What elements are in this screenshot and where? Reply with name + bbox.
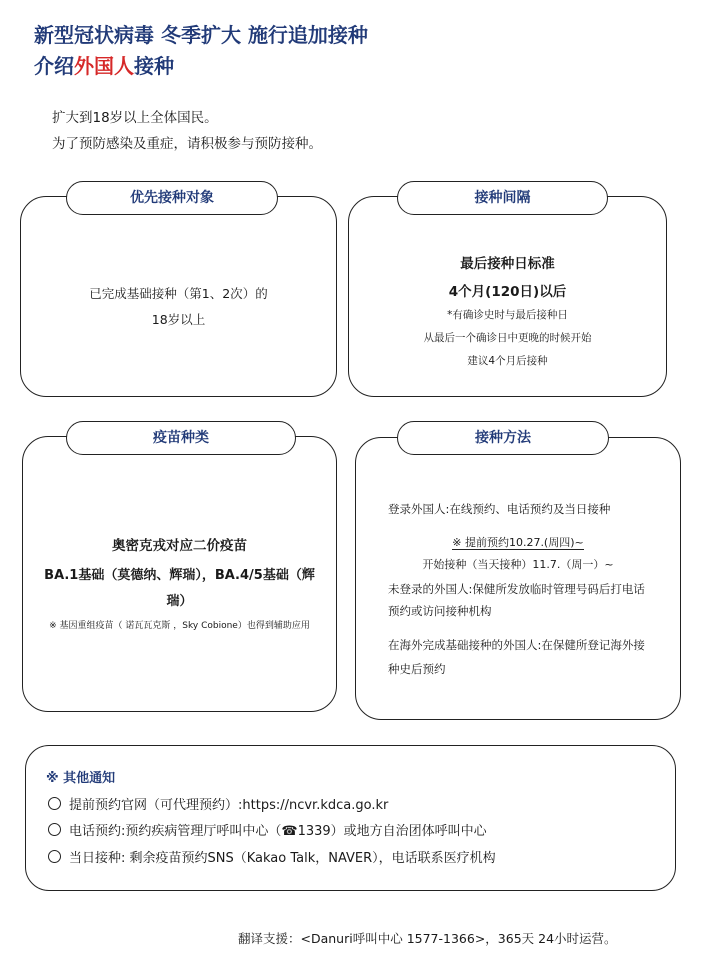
page-title: 新型冠状病毒 冬季扩大 施行追加接种 [34,23,368,47]
interval-line-2: 4个月(120日)以后 [448,284,567,300]
vaccine-line-1: 奥密克戎对应二价疫苗 [112,538,247,554]
interval-note-2: 从最后一个确诊日中更晚的时候开始 [423,332,592,344]
vaccine-note: ※ 基因重组疫苗（ 诺瓦瓦克斯 ，Sky Cobione）也得到辅助应用 [49,621,310,631]
circle-bullet-icon [48,850,61,863]
intro-line-1: 扩大到18岁以上全体国民。 [52,110,218,126]
circle-bullet-icon [48,797,61,810]
interval-note-3: 建议4个月后接种 [467,355,548,367]
notice-item-3: 当日接种: 剩余疫苗预约SNS（Kakao Talk，NAVER），电话联系医疗机构 [48,850,496,868]
method-line-4b: 预约或访问接种机构 [388,604,492,618]
vaccine-label: 疫苗种类 [66,421,296,455]
circle-bullet-icon [48,823,61,836]
interval-line-1: 最后接种日标准 [460,256,555,272]
interval-label: 接种间隔 [397,181,608,215]
priority-line-2: 18岁以上 [151,312,206,327]
page-subtitle: 介绍外国人接种 [34,54,174,78]
intro-line-2: 为了预防感染及重症，请积极参与预防接种。 [52,136,322,152]
method-line-1: 登录外国人:在线预约、电话预约及当日接种 [388,502,611,516]
priority-label: 优先接种对象 [66,181,278,215]
notice-item-1: 提前预约官网（可代理预约）:https://ncvr.kdca.go.kr [48,797,388,815]
method-label: 接种方法 [397,421,609,455]
vaccine-line-3: 瑞） [166,594,193,609]
notice-box [25,745,676,891]
footer-text: 翻译支援：<Danuri呼叫中心 1577-1366>，365天 24小时运营。 [238,931,617,946]
notice-item-2: 电话预约:预约疾病管理厅呼叫中心（☎1339）或地方自治团体呼叫中心 [48,823,487,841]
vaccine-line-2: BA.1基础（莫德纳、辉瑞），BA.4/5基础（辉 [44,568,315,583]
method-line-2: ※ 提前预约10.27.(周四)~ [452,536,584,549]
interval-note-1: *有确诊史时与最后接种日 [447,309,568,321]
notice-heading: ※ 其他通知 [46,771,116,786]
method-line-3: 开始接种（当天接种）11.7.（周一）~ [422,558,614,571]
priority-line-1: 已完成基础接种（第1、2次）的 [89,286,268,301]
method-line-4a: 未登录的外国人:保健所发放临时管理号码后打电话 [388,582,645,596]
method-line-5b: 种史后预约 [388,662,446,676]
method-line-5a: 在海外完成基础接种的外国人:在保健所登记海外接 [388,638,645,652]
